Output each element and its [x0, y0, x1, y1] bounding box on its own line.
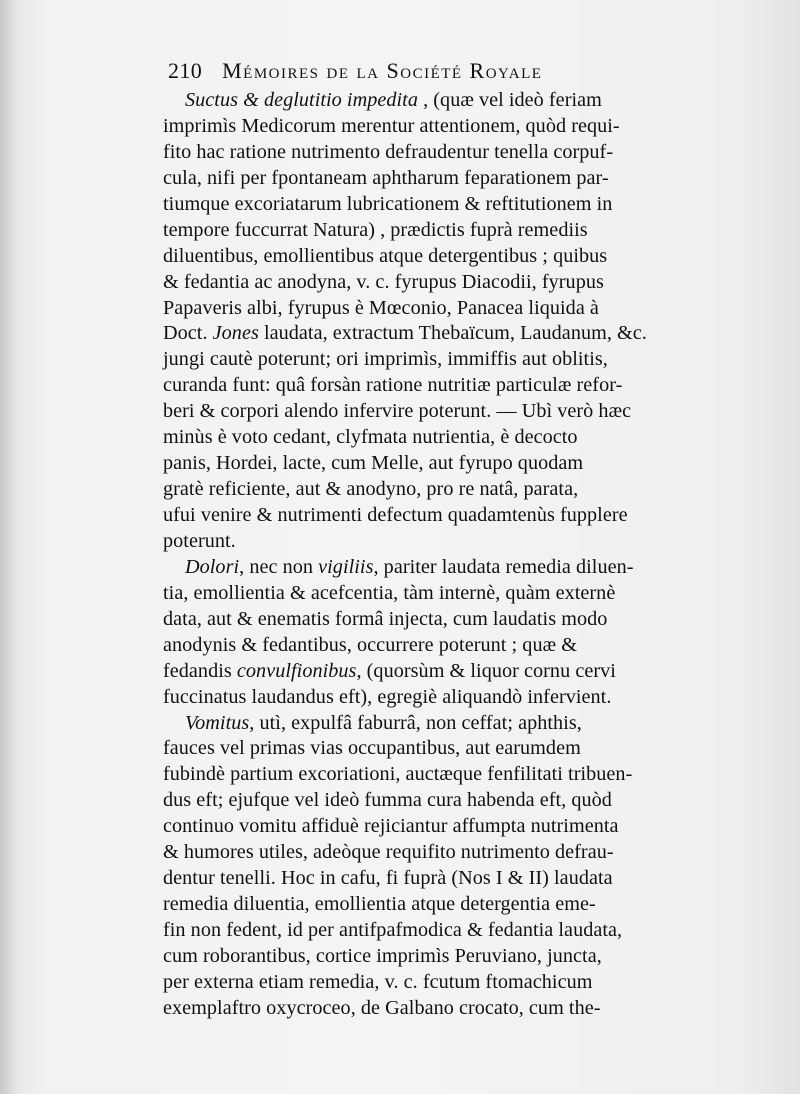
- text-run: imprimìs Medicorum merentur attentionem, quòd requi-: [163, 114, 620, 137]
- text-line: [163, 866, 721, 892]
- text-line: [163, 970, 721, 996]
- text-line: [163, 711, 721, 737]
- text-run: fubindè partium excoriationi, auctæque fenfilitati tribuen-: [163, 763, 633, 786]
- text-run: jungi cautè poterunt; ori imprimìs, immiffis aut oblitis,: [163, 348, 608, 371]
- text-run: continuo vomitu affiduè rejiciantur affumpta nutrimenta: [163, 815, 619, 838]
- text-run: & humores utiles, adeòque requifito nutrimento defrau-: [163, 841, 614, 864]
- italic-term: Dolori: [185, 555, 240, 578]
- italic-term: Suctus & deglutitio impedita: [185, 89, 418, 111]
- text-line: [163, 633, 721, 659]
- text-run: fedandis: [163, 659, 237, 682]
- text-run: Doct.: [163, 322, 213, 345]
- italic-term: Vomitus: [185, 711, 250, 734]
- text-run: exemplaftro oxycroceo, de Galbano crocato, cum the-: [163, 996, 601, 1019]
- text-line: [163, 918, 721, 944]
- text-run: dentur tenelli. Hoc in cafu, fi fuprà (Nos I & II) laudata: [163, 867, 613, 890]
- text-line: [163, 114, 721, 140]
- text-run: tiumque excoriatarum lubricationem & reftitutionem in: [163, 192, 613, 215]
- text-run: data, aut & enematis formâ injecta, cum laudatis modo: [163, 607, 608, 630]
- text-run: dus eft; ejufque vel ideò fumma cura habenda eft, quòd: [163, 789, 612, 812]
- italic-term: Jones: [212, 322, 259, 345]
- text-line: [163, 736, 721, 762]
- text-run: remedia diluentia, emollientia atque detergentia eme-: [163, 893, 596, 916]
- paragraph: [163, 555, 721, 711]
- text-line: [163, 451, 721, 477]
- text-run: , nec non: [239, 555, 319, 578]
- text-run: tia, emollientia & acefcentia, tàm internè, quàm externè: [163, 581, 616, 604]
- text-run: , utì, expulfâ faburrâ, non ceffat; aphthis,: [249, 711, 582, 734]
- text-run: curanda funt: quâ forsàn ratione nutritiæ particulæ refor-: [163, 374, 623, 397]
- text-line: [163, 555, 721, 581]
- text-line: [163, 425, 721, 451]
- text-run: cula, nifi per fpontaneam aphtharum feparationem par-: [163, 166, 609, 189]
- italic-term: convulfionibus: [236, 659, 357, 682]
- text-run: panis, Hordei, lacte, cum Melle, aut fyrupo quodam: [163, 452, 584, 475]
- text-run: laudata, extractum Thebaïcum, Laudanum, &c.: [258, 322, 647, 345]
- text-line: [163, 88, 721, 114]
- text-line: [163, 218, 721, 244]
- text-line: [163, 996, 721, 1022]
- text-run: fuccinatus laudandus eft), egregiè aliquandò infervient.: [163, 685, 612, 708]
- text-run: anodynis & fedantibus, occurrere poterunt ; quæ &: [163, 633, 577, 656]
- running-title: Mémoires de la Société Royale: [222, 58, 543, 83]
- text-line: [163, 244, 721, 270]
- paragraph: [163, 88, 721, 555]
- text-run: gratè reficiente, aut & anodyno, pro re natâ, parata,: [163, 478, 579, 501]
- text-run: & fedantia ac anodyna, v. c. fyrupus Diacodii, fyrupus: [163, 270, 604, 293]
- text-run: fin non fedent, id per antifpafmodica & fedantia laudata,: [163, 919, 623, 941]
- text-line: [163, 762, 721, 788]
- text-run: , (quæ vel ideò feriam: [417, 89, 602, 111]
- text-line: [163, 944, 721, 970]
- italic-term: vigiliis: [318, 555, 374, 578]
- text-run: minùs è voto cedant, clyfmata nutrientia, è decocto: [163, 426, 578, 449]
- text-line: [163, 477, 721, 503]
- text-line: [163, 659, 721, 685]
- page-gutter-shadow: [0, 0, 18, 1094]
- text-run: diluentibus, emollientibus atque detergentibus ; quibus: [163, 244, 608, 267]
- text-line: [163, 685, 721, 711]
- text-line: [163, 503, 721, 529]
- text-line: [163, 270, 721, 296]
- text-run: fito hac ratione nutrimento defraudentur tenella corpuf-: [163, 140, 614, 163]
- text-run: beri & corpori alendo infervire poterunt. — Ubì verò hæc: [163, 400, 632, 423]
- text-run: ufui venire & nutrimenti defectum quadamtenùs fupplere: [163, 504, 628, 526]
- running-header: [168, 58, 678, 84]
- text-line: [163, 892, 721, 918]
- text-line: [163, 581, 721, 607]
- text-line: [163, 296, 721, 322]
- text-line: [163, 788, 721, 814]
- text-line: [163, 529, 721, 555]
- page-number: 210: [168, 58, 203, 83]
- text-run: , pariter laudata remedia diluen-: [373, 555, 634, 578]
- body-text: [163, 88, 721, 1022]
- text-line: [163, 347, 721, 373]
- text-line: [163, 140, 721, 166]
- text-line: [163, 607, 721, 633]
- text-run: poterunt.: [163, 529, 236, 552]
- text-line: [163, 373, 721, 399]
- text-run: cum roborantibus, cortice imprimìs Peruviano, juncta,: [163, 944, 602, 967]
- text-line: [163, 814, 721, 840]
- text-run: tempore fuccurrat Natura) , prædictis fuprà remediis: [163, 218, 588, 241]
- text-run: Papaveris albi, fyrupus è Mœconio, Panacea liquida à: [163, 296, 599, 319]
- text-line: [163, 840, 721, 866]
- text-run: fauces vel primas vias occupantibus, aut earumdem: [163, 737, 581, 760]
- text-line: [163, 321, 721, 347]
- text-run: , (quorsùm & liquor cornu cervi: [356, 659, 616, 682]
- paragraph: [163, 711, 721, 1022]
- text-line: [163, 192, 721, 218]
- text-line: [163, 399, 721, 425]
- text-line: [163, 166, 721, 192]
- text-run: per externa etiam remedia, v. c. fcutum ftomachicum: [163, 970, 593, 993]
